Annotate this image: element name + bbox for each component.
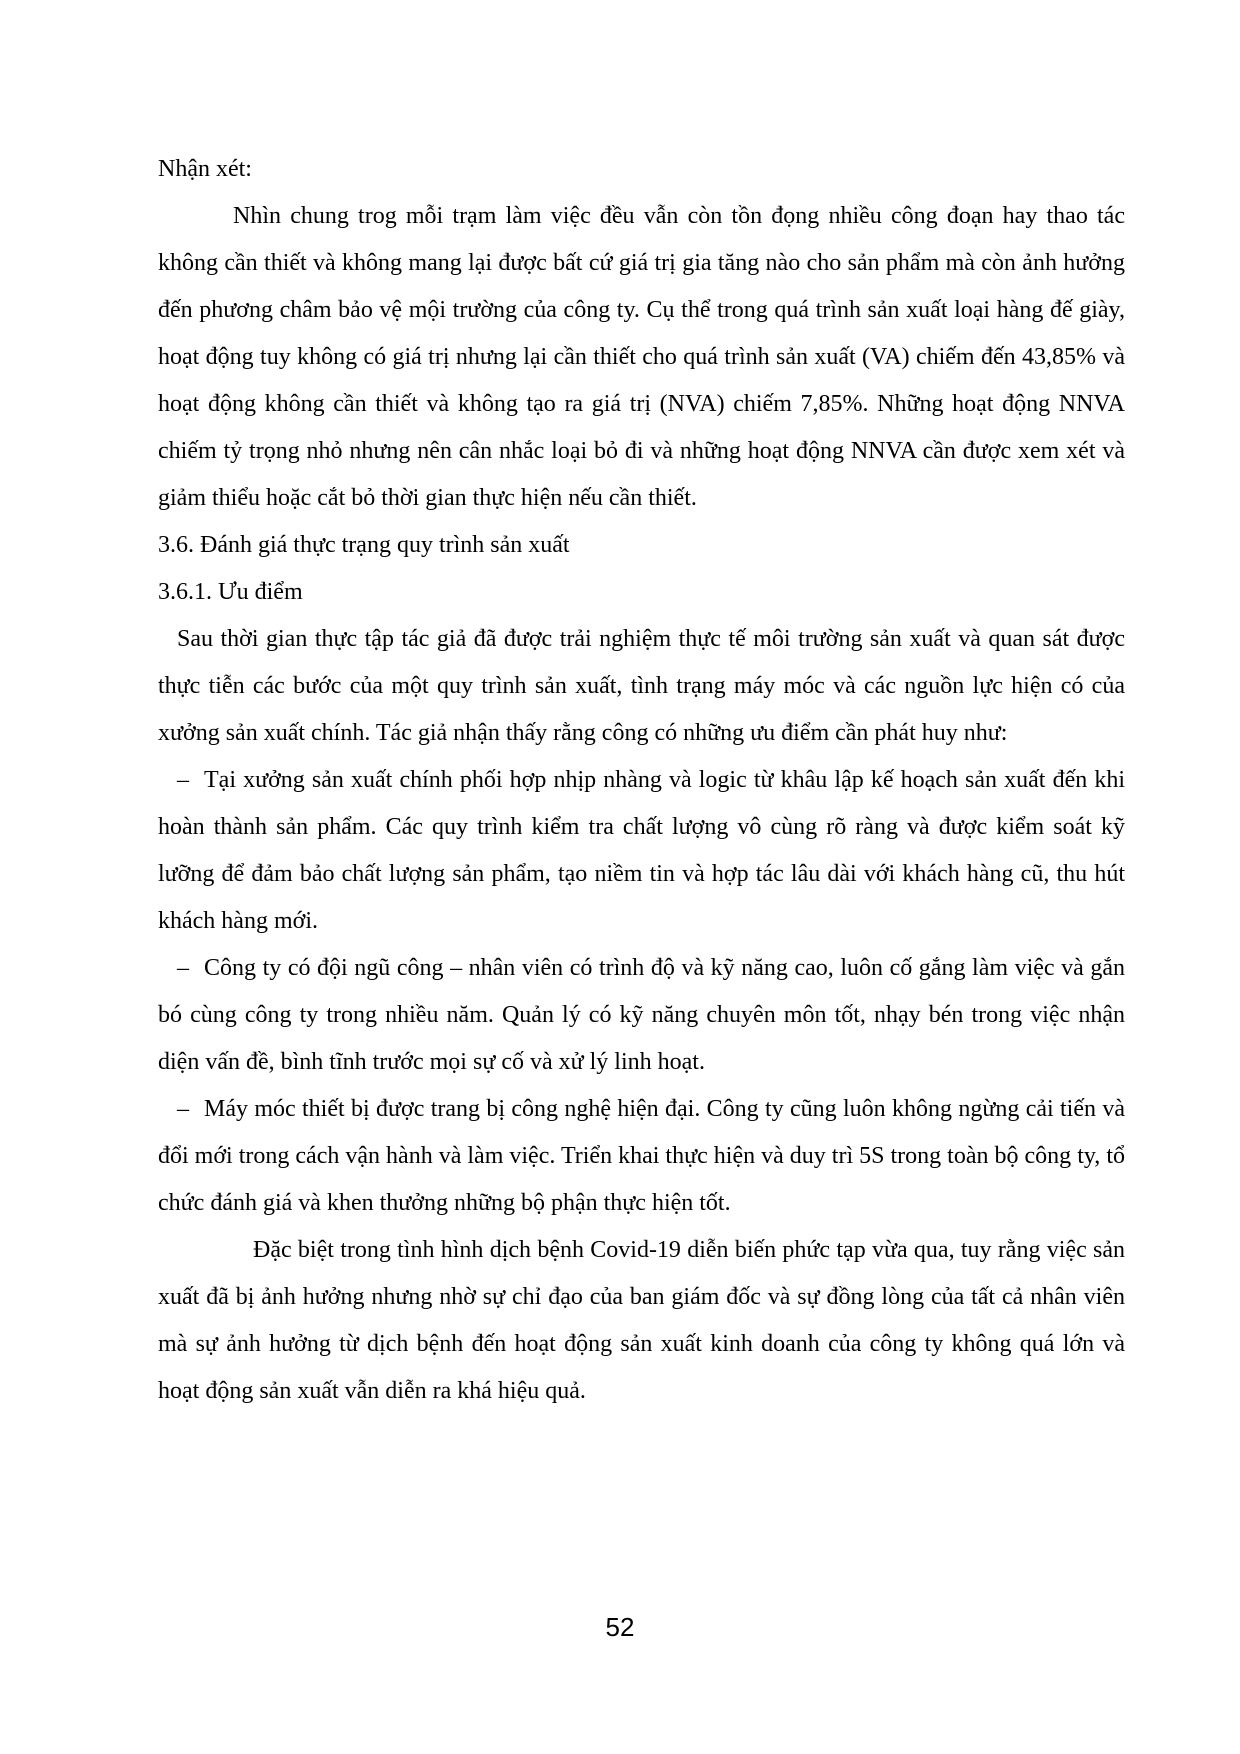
bullet-item-text: Tại xưởng sản xuất chính phối hợp nhịp nhàng và logic từ khâu lập kế hoạch sản xuất đến khi hoàn thành sản phẩm. Các quy trình kiểm tra chất lượng vô cùng rõ ràng và được kiểm soát kỹ lưỡng để đảm bảo chất lượng sản phẩm, tạo niềm tin và hợp tác lâu dài với khách hàng cũ, thu hút khách hàng mới. (158, 767, 1125, 934)
bullet-item-text: Công ty có đội ngũ công – nhân viên có trình độ và kỹ năng cao, luôn cố gắng làm việc và gắn bó cùng công ty trong nhiều năm. Quản lý có kỹ năng chuyên môn tốt, nhạy bén trong việc nhận diện vấn đề, bình tĩnh trước mọi sự cố và xử lý linh hoạt. (158, 955, 1125, 1075)
bullet-item-workshop (158, 757, 1125, 945)
section-heading-3-6: 3.6. Đánh giá thực trạng quy trình sản xuất (158, 532, 570, 558)
page-number: 52 (605, 1612, 635, 1642)
paragraph-intro-uu-diem: Sau thời gian thực tập tác giả đã được trải nghiệm thực tế môi trường sản xuất và quan sát được thực tiễn các bước của một quy trình sản xuất, tình trạng máy móc và các nguồn lực hiện có của xưởng sản xuất chính. Tác giả nhận thấy rằng công có những ưu điểm cần phát huy như: (158, 626, 1125, 746)
dash-bullet-marker: – (177, 1096, 189, 1122)
document-body (158, 146, 1125, 1415)
section-heading-3-6-1: 3.6.1. Ưu điểm (158, 579, 303, 605)
bullet-item-text: Máy móc thiết bị được trang bị công nghệ hiện đại. Công ty cũng luôn không ngừng cải tiến và đổi mới trong cách vận hành và làm việc. Triển khai thực hiện và duy trì 5S trong toàn bộ công ty, tổ chức đánh giá và khen thưởng những bộ phận thực hiện tốt. (158, 1096, 1125, 1216)
paragraph-covid: Đặc biệt trong tình hình dịch bệnh Covid-19 diễn biến phức tạp vừa qua, tuy rằng việc sản xuất đã bị ảnh hưởng nhưng nhờ sự chỉ đạo của ban giám đốc và sự đồng lòng của tất cả nhân viên mà sự ảnh hưởng từ dịch bệnh đến hoạt động sản xuất kinh doanh của công ty không quá lớn và hoạt động sản xuất vẫn diễn ra khá hiệu quả. (158, 1237, 1125, 1404)
bullet-item-machinery (158, 1086, 1125, 1227)
paragraph-overview: Nhìn chung trog mỗi trạm làm việc đều vẫn còn tồn đọng nhiều công đoạn hay thao tác không cần thiết và không mang lại được bất cứ giá trị gia tăng nào cho sản phẩm mà còn ảnh hưởng đến phương châm bảo vệ mội trường của công ty. Cụ thể trong quá trình sản xuất loại hàng đế giày, hoạt động tuy không có giá trị nhưng lại cần thiết cho quá trình sản xuất (VA) chiếm đến 43,85% và hoạt động không cần thiết và không tạo ra giá trị (NVA) chiếm 7,85%. Những hoạt động NNVA chiếm tỷ trọng nhỏ nhưng nên cân nhắc loại bỏ đi và những hoạt động NNVA cần được xem xét và giảm thiểu hoặc cắt bỏ thời gian thực hiện nếu cần thiết. (158, 203, 1125, 511)
dash-bullet-marker: – (177, 767, 189, 793)
paragraph-nhan-xet-label: Nhận xét: (158, 156, 252, 182)
dash-bullet-marker: – (177, 955, 189, 981)
bullet-item-staff (158, 945, 1125, 1086)
